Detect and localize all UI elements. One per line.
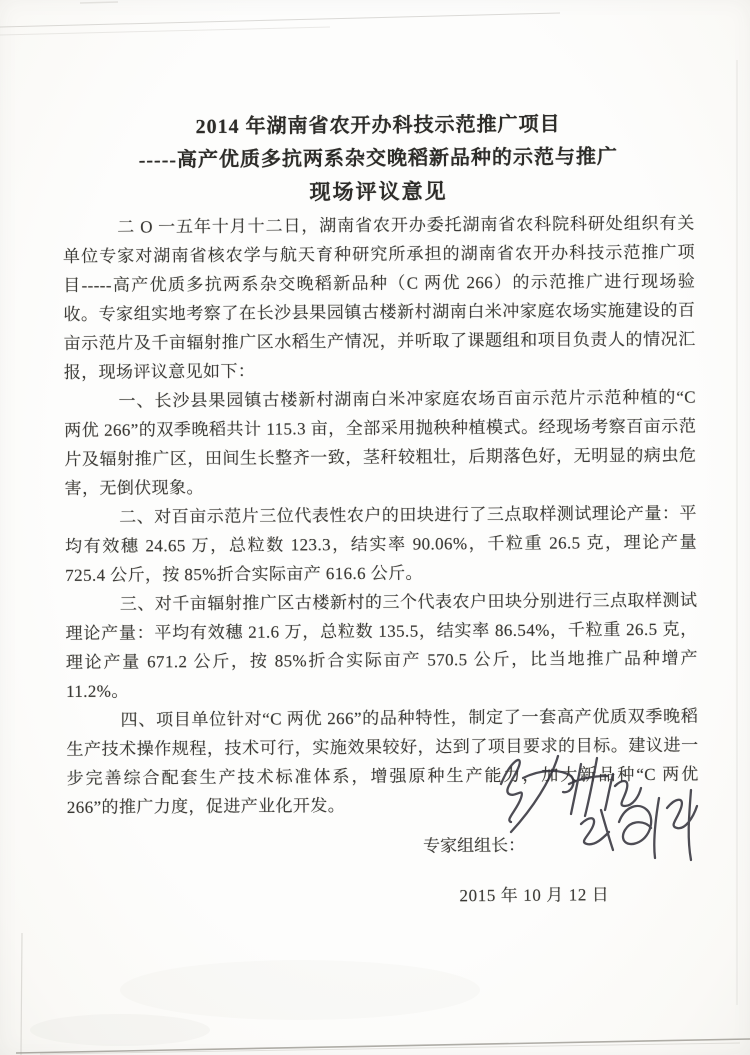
- paragraph-item-3: 三、对千亩辐射推广区古楼新村的三个代表农户田块分别进行三点取样测试理论产量：平均有效穗 21.6 万，总粒数 135.5，结实率 86.54%，千粒重 26.5 克，理论产量 671.2 公斤，按 85%折合实际亩产 570.5 公斤，比当地推广品种增产 11.2%。: [65, 590, 698, 701]
- paragraph-introduction: 二 O 一五年十月十二日，湖南省农开办委托湖南省农科院科研处组织有关单位专家对湖南省核农学与航天育种研究所承担的湖南省农开办科技示范推广项目-----高产优质多抗两系杂交晚稻新品种（C 两优 266）的示范推广进行现场验收。专家组实地考察了在长沙县果园镇古楼新村湖南白米冲家庭农场实施建设的百亩示范片及千亩辐射推广区水稻生产情况，并听取了课题组和项目负责人的情况汇报，现场评议意见如下：: [62, 213, 696, 382]
- signature-label: 专家组组长：: [423, 835, 526, 856]
- document-title: 2014 年湖南省农开办科技示范推广项目: [195, 113, 561, 139]
- paragraph-item-4: 四、项目单位针对“C 两优 266”的品种特性，制定了一套高产优质双季晚稻生产技术操作规程，技术可行，实施效果较好，达到了项目要求的目标。建议进一步完善综合配套生产技术标准体系，增强原种生产能力，加大新品种“C 两优 266”的推广力度，促进产业化开发。: [66, 706, 699, 817]
- paragraph-item-1: 一、长沙县果园镇古楼新村湖南白米冲家庭农场百亩示范片示范种植的“C 两优 266”的双季晚稻共计 115.3 亩，全部采用抛秧种植模式。经现场考察百亩示范片及辐射推广区，田间生长整齐一致，茎秆较粗壮，后期落色好，无明显的病虫危害，无倒伏现象。: [64, 387, 697, 498]
- document-date: 2015 年 10 月 12 日: [459, 885, 610, 906]
- document-heading: 现场评议意见: [309, 179, 448, 205]
- handwritten-signature-icon: [463, 746, 725, 874]
- document-subtitle: -----高产优质多抗两系杂交晚稻新品种的示范与推广: [138, 146, 619, 172]
- paragraph-item-2: 二、对百亩示范片三位代表性农户的田块进行了三点取样测试理论产量：平均有效穗 24.65 万，总粒数 123.3，结实率 90.06%，千粒重 26.5 克，理论产量 725.4 公斤，按 85%折合实际亩产 616.6 公斤。: [64, 503, 698, 585]
